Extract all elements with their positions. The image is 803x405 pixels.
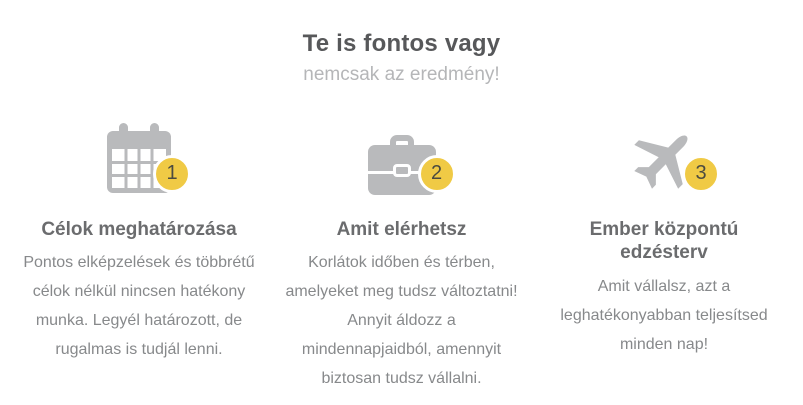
feature-card-plan — [533, 123, 795, 394]
page-title: Te is fontos vagy — [302, 30, 501, 57]
feature-title-plan: Ember központú edzésterv — [589, 218, 739, 264]
feature-text-goals: Pontos elképzelések és többrétű célok nélkül nincsen hatékony munka. Legyél határozott, de rugalmas is tudjál lenni. — [23, 254, 255, 358]
page-subtitle: nemcsak az eredmény! — [303, 63, 500, 85]
feature-badge-1: 1 — [153, 155, 191, 193]
feature-card-goals — [8, 123, 270, 394]
feature-text-plan: Amit vállalsz, azt a leghatékonyabban teljesítsed minden nap! — [560, 278, 768, 353]
features-row — [0, 123, 803, 394]
feature-title-goals: Célok meghatározása — [41, 218, 237, 240]
calendar-icon-wrap — [107, 123, 178, 195]
feature-title-achieve: Amit elérhetsz — [336, 218, 467, 240]
hero-header — [0, 0, 803, 87]
feature-text-achieve: Korlátok időben és térben, amelyeket meg tudsz változtatni! Annyit áldozz a mindennapjaidból, amennyit biztosan tudsz vállalni. — [285, 254, 518, 387]
feature-card-achieve — [271, 123, 533, 394]
airplane-icon-wrap — [628, 123, 707, 195]
feature-badge-2: 2 — [418, 155, 456, 193]
briefcase-icon-wrap — [368, 123, 443, 195]
feature-badge-3: 3 — [682, 155, 720, 193]
